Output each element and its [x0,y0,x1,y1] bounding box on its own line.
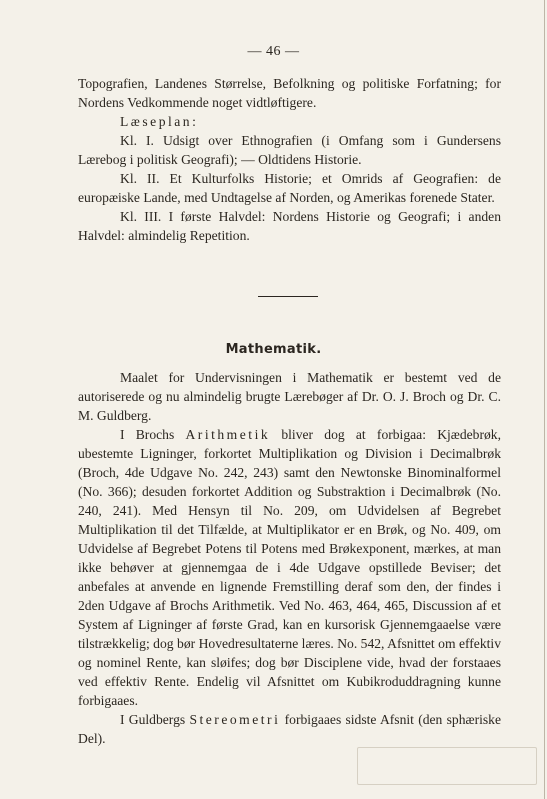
stereometry-intro: I Guldbergs [120,712,190,727]
section-title: Mathematik. [225,342,322,357]
paragraph-stereometry [78,710,501,748]
class-1-plan: Kl. I. Udsigt over Ethnografien (i Omfang som i Gundersens Lærebog i politisk Geografi); — Oldtidens Historie. [78,133,501,167]
paragraph-topography: Topografien, Landenes Størrelse, Befolkning og politiske Forfatning; for Nordens Vedkommende noget vidtløftigere. [78,76,501,110]
page-number: — 46 — [247,44,300,59]
arithmetic-body: bliver dog at forbigaa: Kjædebrøk, ubestemte Ligninger, forkortet Multiplikation og Division i Decimalbrøk (Broch, 4de Udgave No. 242, 243) samt den Newtonske Binominalformel (No. 366); desuden forkortet Addition og Substraktion i Decimalbrøk (No. 240, 241). Med Hensyn til No. 209, om Udvidelsen af Begrebet Multiplikation til det Tilfælde, at Multiplikator er en Brøk, og No. 409, om Udvidelse af Begrebet Potens til Potens med Brøkexponent, mærkes, at man ikke behøver at gjennemgaa de i 4de Udgave opstillede Beviser; det anbefales at anvende en lignende Fremstilling deraf som den, der findes i 2den Udgave af Brochs Arithmetik. Ved No. 463, 464, 465, Discussion af et System af Ligninger af første Grad, kan en kursorisk Gjennemgaaelse være tilstrækkelig; dog bør Hovedresultaterne læres. No. 542, Afsnittet om effektiv og nominel Rente, kan sløifes; dog bør Disciplene vide, hvad der forstaaes ved effektiv Rente. Endelig vil Afsnittet om Kubikroduddragning kunne forbigaaes. [78,427,501,708]
stereometry-body: forbigaaes sidste Afsnit (den sphæriske Del). [78,712,501,746]
math-section [78,368,501,748]
section-divider [258,296,318,297]
paragraph-arithmetic [78,425,501,710]
class-2-plan: Kl. II. Et Kulturfolks Historie; et Omrids af Geografien: de europæiske Lande, med Undtagelse af Norden, og Amerikas forenede Stater. [78,171,501,205]
corner-frame [357,747,537,785]
reading-plan-label: Læseplan: [120,114,199,129]
class-3-plan: Kl. III. I første Halvdel: Nordens Historie og Geografi; i anden Halvdel: almindelig Repetition. [78,209,501,243]
top-section [78,74,501,245]
arithmetic-intro: I Brochs [120,427,186,442]
page-edge-line [544,0,545,799]
arithmetic-title: Arithmetik [185,427,271,442]
paragraph-math-goal: Maalet for Undervisningen i Mathematik er bestemt ved de autoriserede og nu almindelig brugte Lærebøger af Dr. O. J. Broch og Dr. C. M. Guldberg. [78,370,501,423]
stereometry-title: Stereometri [189,712,281,727]
